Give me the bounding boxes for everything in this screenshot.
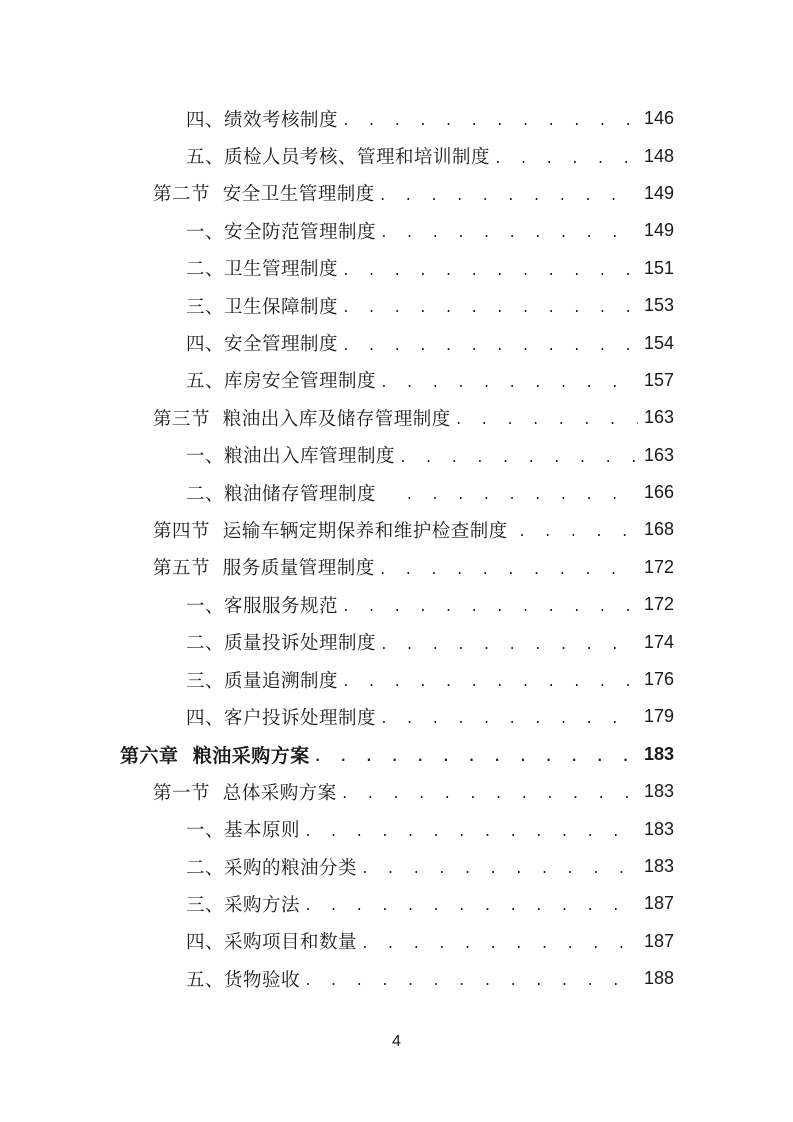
toc-entry[interactable]: [0, 287, 793, 324]
toc-entry-title: 一、客服服务规范: [186, 595, 339, 617]
toc-entry-page: 176: [643, 669, 674, 690]
toc-entry[interactable]: [0, 399, 793, 436]
toc-dot-leader: [304, 899, 638, 914]
toc-dot-leader: [342, 301, 638, 316]
toc-entry-title: 二、质量投诉处理制度: [186, 633, 377, 655]
toc-dot-leader: [341, 787, 638, 802]
toc-entry[interactable]: [0, 810, 793, 847]
toc-dot-leader: [304, 825, 638, 840]
toc-entry[interactable]: [0, 437, 793, 474]
toc-dot-leader: [342, 264, 638, 279]
toc-entry-title: 第一节 总体采购方案: [153, 782, 337, 804]
toc-entry-page: 187: [643, 893, 674, 914]
toc-entry-title: 三、卫生保障制度: [186, 296, 339, 318]
toc-dot-leader: [380, 712, 638, 727]
toc-dot-leader: [380, 638, 638, 653]
page-number: 4: [392, 1033, 401, 1050]
toc-entry-page: 166: [643, 482, 674, 503]
toc-entry-title: 四、安全管理制度: [186, 334, 339, 356]
toc-entry-title: 五、货物验收: [186, 969, 301, 991]
toc-entry-page: 146: [643, 108, 674, 129]
toc-entry[interactable]: [0, 549, 793, 586]
toc-dot-leader: [518, 525, 638, 540]
toc-entry-page: 172: [643, 594, 674, 615]
toc-entry[interactable]: [0, 137, 793, 174]
toc-entry-title: 二、粮油储存管理制度: [186, 483, 402, 505]
toc-entry-title: 三、质量追溯制度: [186, 670, 339, 692]
toc-entry[interactable]: [0, 100, 793, 137]
toc-entry[interactable]: [0, 885, 793, 922]
toc-entry[interactable]: [0, 923, 793, 960]
toc-entry-page: 172: [643, 556, 674, 577]
toc-dot-leader: [380, 376, 638, 391]
toc-chapter-entry[interactable]: [0, 736, 793, 773]
toc-entry-page: 149: [643, 182, 674, 203]
toc-dot-leader: [494, 152, 638, 167]
toc-entry[interactable]: [0, 960, 793, 997]
toc-entry[interactable]: [0, 324, 793, 361]
toc-dot-leader: [342, 675, 638, 690]
toc-entry-title: 第三节 粮油出入库及储存管理制度: [153, 408, 451, 430]
toc-dot-leader: [380, 226, 638, 241]
toc-entry-page: 179: [643, 706, 674, 727]
toc-entry[interactable]: [0, 250, 793, 287]
toc-entry-title: 五、库房安全管理制度: [186, 371, 377, 393]
toc-entry[interactable]: [0, 848, 793, 885]
toc-entry-page: 183: [643, 818, 674, 839]
table-of-contents: [0, 100, 793, 997]
toc-dot-leader: [342, 339, 638, 354]
toc-entry-title: 三、采购方法: [186, 894, 301, 916]
toc-entry-title: 四、客户投诉处理制度: [186, 707, 377, 729]
toc-dot-leader: [304, 974, 638, 989]
toc-entry-page: 149: [643, 220, 674, 241]
toc-entry-page: 183: [643, 856, 674, 876]
toc-entry-title: 四、绩效考核制度: [186, 109, 339, 131]
toc-entry-page: 168: [643, 519, 674, 540]
toc-entry[interactable]: [0, 698, 793, 735]
toc-entry-title: 二、采购的粮油分类: [186, 857, 358, 879]
toc-entry-title: 第四节 运输车辆定期保养和维护检查制度: [153, 520, 515, 542]
toc-entry-title: 一、安全防范管理制度: [186, 221, 377, 243]
toc-entry-title: 第二节 安全卫生管理制度: [153, 184, 375, 206]
toc-entry-title: 二、卫生管理制度: [186, 259, 339, 281]
toc-entry-title: 一、粮油出入库管理制度: [186, 446, 396, 468]
toc-dot-leader: [361, 862, 638, 877]
toc-entry-page: 183: [643, 781, 674, 802]
toc-entry[interactable]: [0, 661, 793, 698]
toc-entry[interactable]: [0, 623, 793, 660]
toc-entry-page: 157: [643, 369, 674, 390]
toc-dot-leader: [406, 488, 638, 503]
toc-dot-leader: [379, 189, 638, 204]
toc-entry-page: 174: [643, 631, 674, 652]
toc-entry[interactable]: [0, 362, 793, 399]
toc-dot-leader: [379, 563, 638, 578]
toc-entry-page: 163: [643, 407, 674, 428]
toc-entry[interactable]: [0, 474, 793, 511]
toc-entry-page: 188: [643, 968, 674, 989]
toc-entry-title: 五、质检人员考核、管理和培训制度: [186, 147, 491, 169]
toc-entry[interactable]: [0, 175, 793, 212]
toc-entry-page: 163: [643, 444, 674, 465]
toc-entry-title: 四、采购项目和数量: [186, 932, 358, 954]
toc-entry[interactable]: [0, 586, 793, 623]
toc-dot-leader: [314, 750, 638, 765]
toc-entry-page: 183: [643, 743, 674, 764]
toc-entry[interactable]: [0, 773, 793, 810]
toc-entry-title: 第六章 粮油采购方案: [120, 744, 310, 767]
toc-entry-page: 153: [643, 295, 674, 316]
toc-entry-page: 187: [643, 930, 674, 951]
toc-entry-title: 第五节 服务质量管理制度: [153, 558, 375, 580]
toc-dot-leader: [342, 114, 638, 129]
toc-entry[interactable]: [0, 511, 793, 548]
toc-entry[interactable]: [0, 212, 793, 249]
toc-dot-leader: [399, 451, 638, 466]
toc-entry-page: 148: [643, 145, 674, 166]
toc-entry-title: 一、基本原则: [186, 820, 301, 842]
toc-entry-page: 154: [643, 332, 674, 353]
toc-dot-leader: [342, 600, 638, 615]
toc-dot-leader: [455, 413, 638, 428]
toc-entry-page: 151: [643, 257, 674, 278]
toc-dot-leader: [361, 937, 638, 952]
